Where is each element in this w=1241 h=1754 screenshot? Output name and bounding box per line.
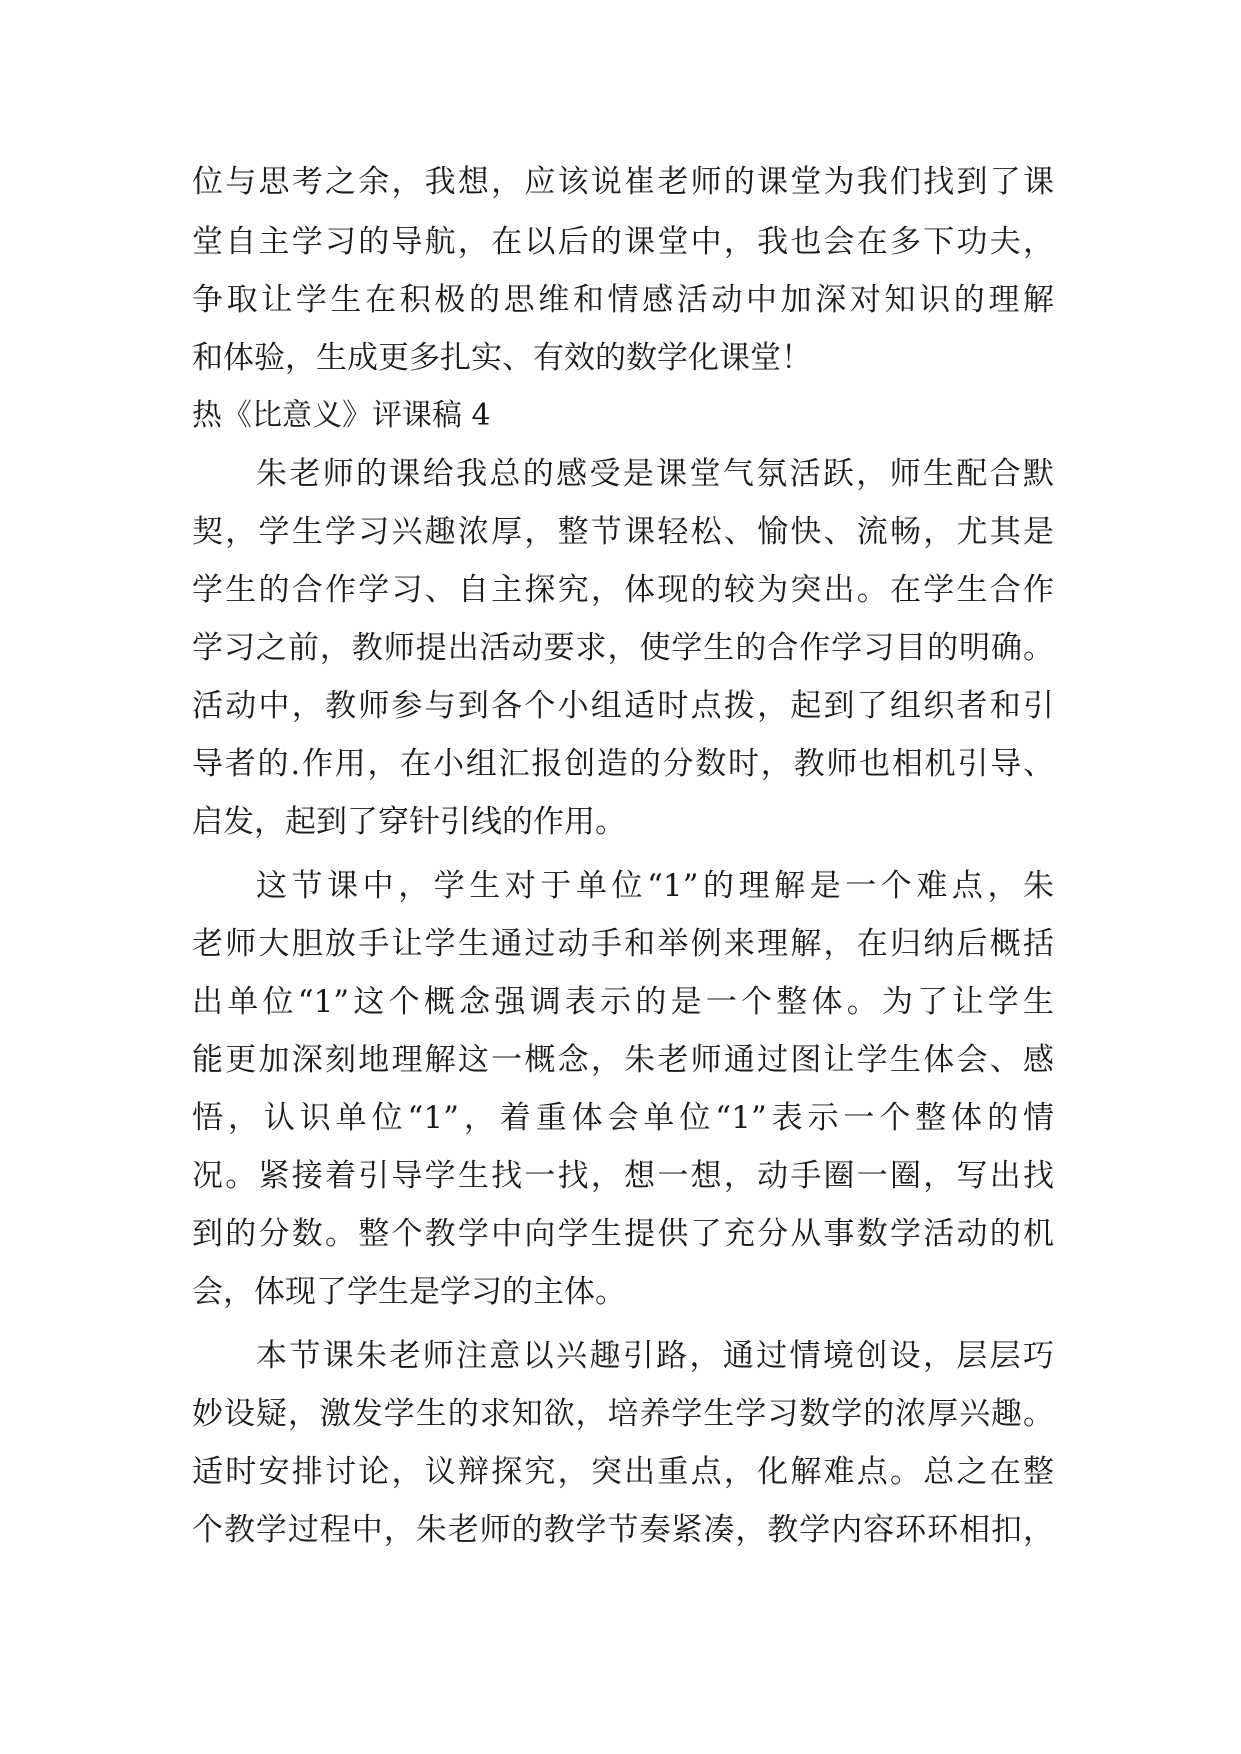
paragraph-first-line: 本节课朱老师注意以兴趣引路，通过情境创设，层层巧 (256, 1338, 1054, 1374)
body-line: 出单位“1”这个概念强调表示的是一个整体。为了让学生 (192, 984, 1054, 1020)
body-line: 启发，起到了穿针引线的作用。 (192, 804, 626, 840)
paragraph-first-line: 朱老师的课给我总的感受是课堂气氛活跃，师生配合默 (256, 456, 1054, 492)
body-line: 老师大胆放手让学生通过动手和举例来理解，在归纳后概括 (192, 926, 1054, 962)
section-heading: 热《比意义》评课稿 4 (192, 398, 491, 433)
body-line: 争取让学生在积极的思维和情感活动中加深对知识的理解 (192, 282, 1054, 318)
body-line: 个教学过程中，朱老师的教学节奏紧凑，教学内容环环相扣， (192, 1512, 1054, 1548)
body-line: 学习之前，教师提出活动要求，使学生的合作学习目的明确。 (192, 630, 1054, 666)
body-line: 能更加深刻地理解这一概念，朱老师通过图让学生体会、感 (192, 1042, 1054, 1078)
body-line: 况。紧接着引导学生找一找，想一想，动手圈一圈，写出找 (192, 1158, 1054, 1194)
body-line: 和体验，生成更多扎实、有效的数学化课堂！ (192, 340, 812, 376)
body-line: 悟，认识单位“1”，着重体会单位“1”表示一个整体的情 (192, 1100, 1054, 1136)
body-line: 位与思考之余，我想，应该说崔老师的课堂为我们找到了课 (192, 164, 1054, 200)
body-line: 导者的.作用，在小组汇报创造的分数时，教师也相机引导、 (192, 746, 1054, 782)
body-line: 到的分数。整个教学中向学生提供了充分从事数学活动的机 (192, 1216, 1054, 1252)
body-line: 适时安排讨论，议辩探究，突出重点，化解难点。总之在整 (192, 1454, 1054, 1490)
body-line: 学生的合作学习、自主探究，体现的较为突出。在学生合作 (192, 572, 1054, 608)
paragraph-first-line: 这节课中，学生对于单位“1”的理解是一个难点，朱 (256, 868, 1054, 904)
body-line: 妙设疑，激发学生的求知欲，培养学生学习数学的浓厚兴趣。 (192, 1396, 1054, 1432)
body-line: 契，学生学习兴趣浓厚，整节课轻松、愉快、流畅，尤其是 (192, 514, 1054, 550)
body-line: 活动中，教师参与到各个小组适时点拨，起到了组织者和引 (192, 688, 1054, 724)
body-line: 堂自主学习的导航，在以后的课堂中，我也会在多下功夫， (192, 224, 1054, 260)
body-line: 会，体现了学生是学习的主体。 (192, 1274, 626, 1310)
